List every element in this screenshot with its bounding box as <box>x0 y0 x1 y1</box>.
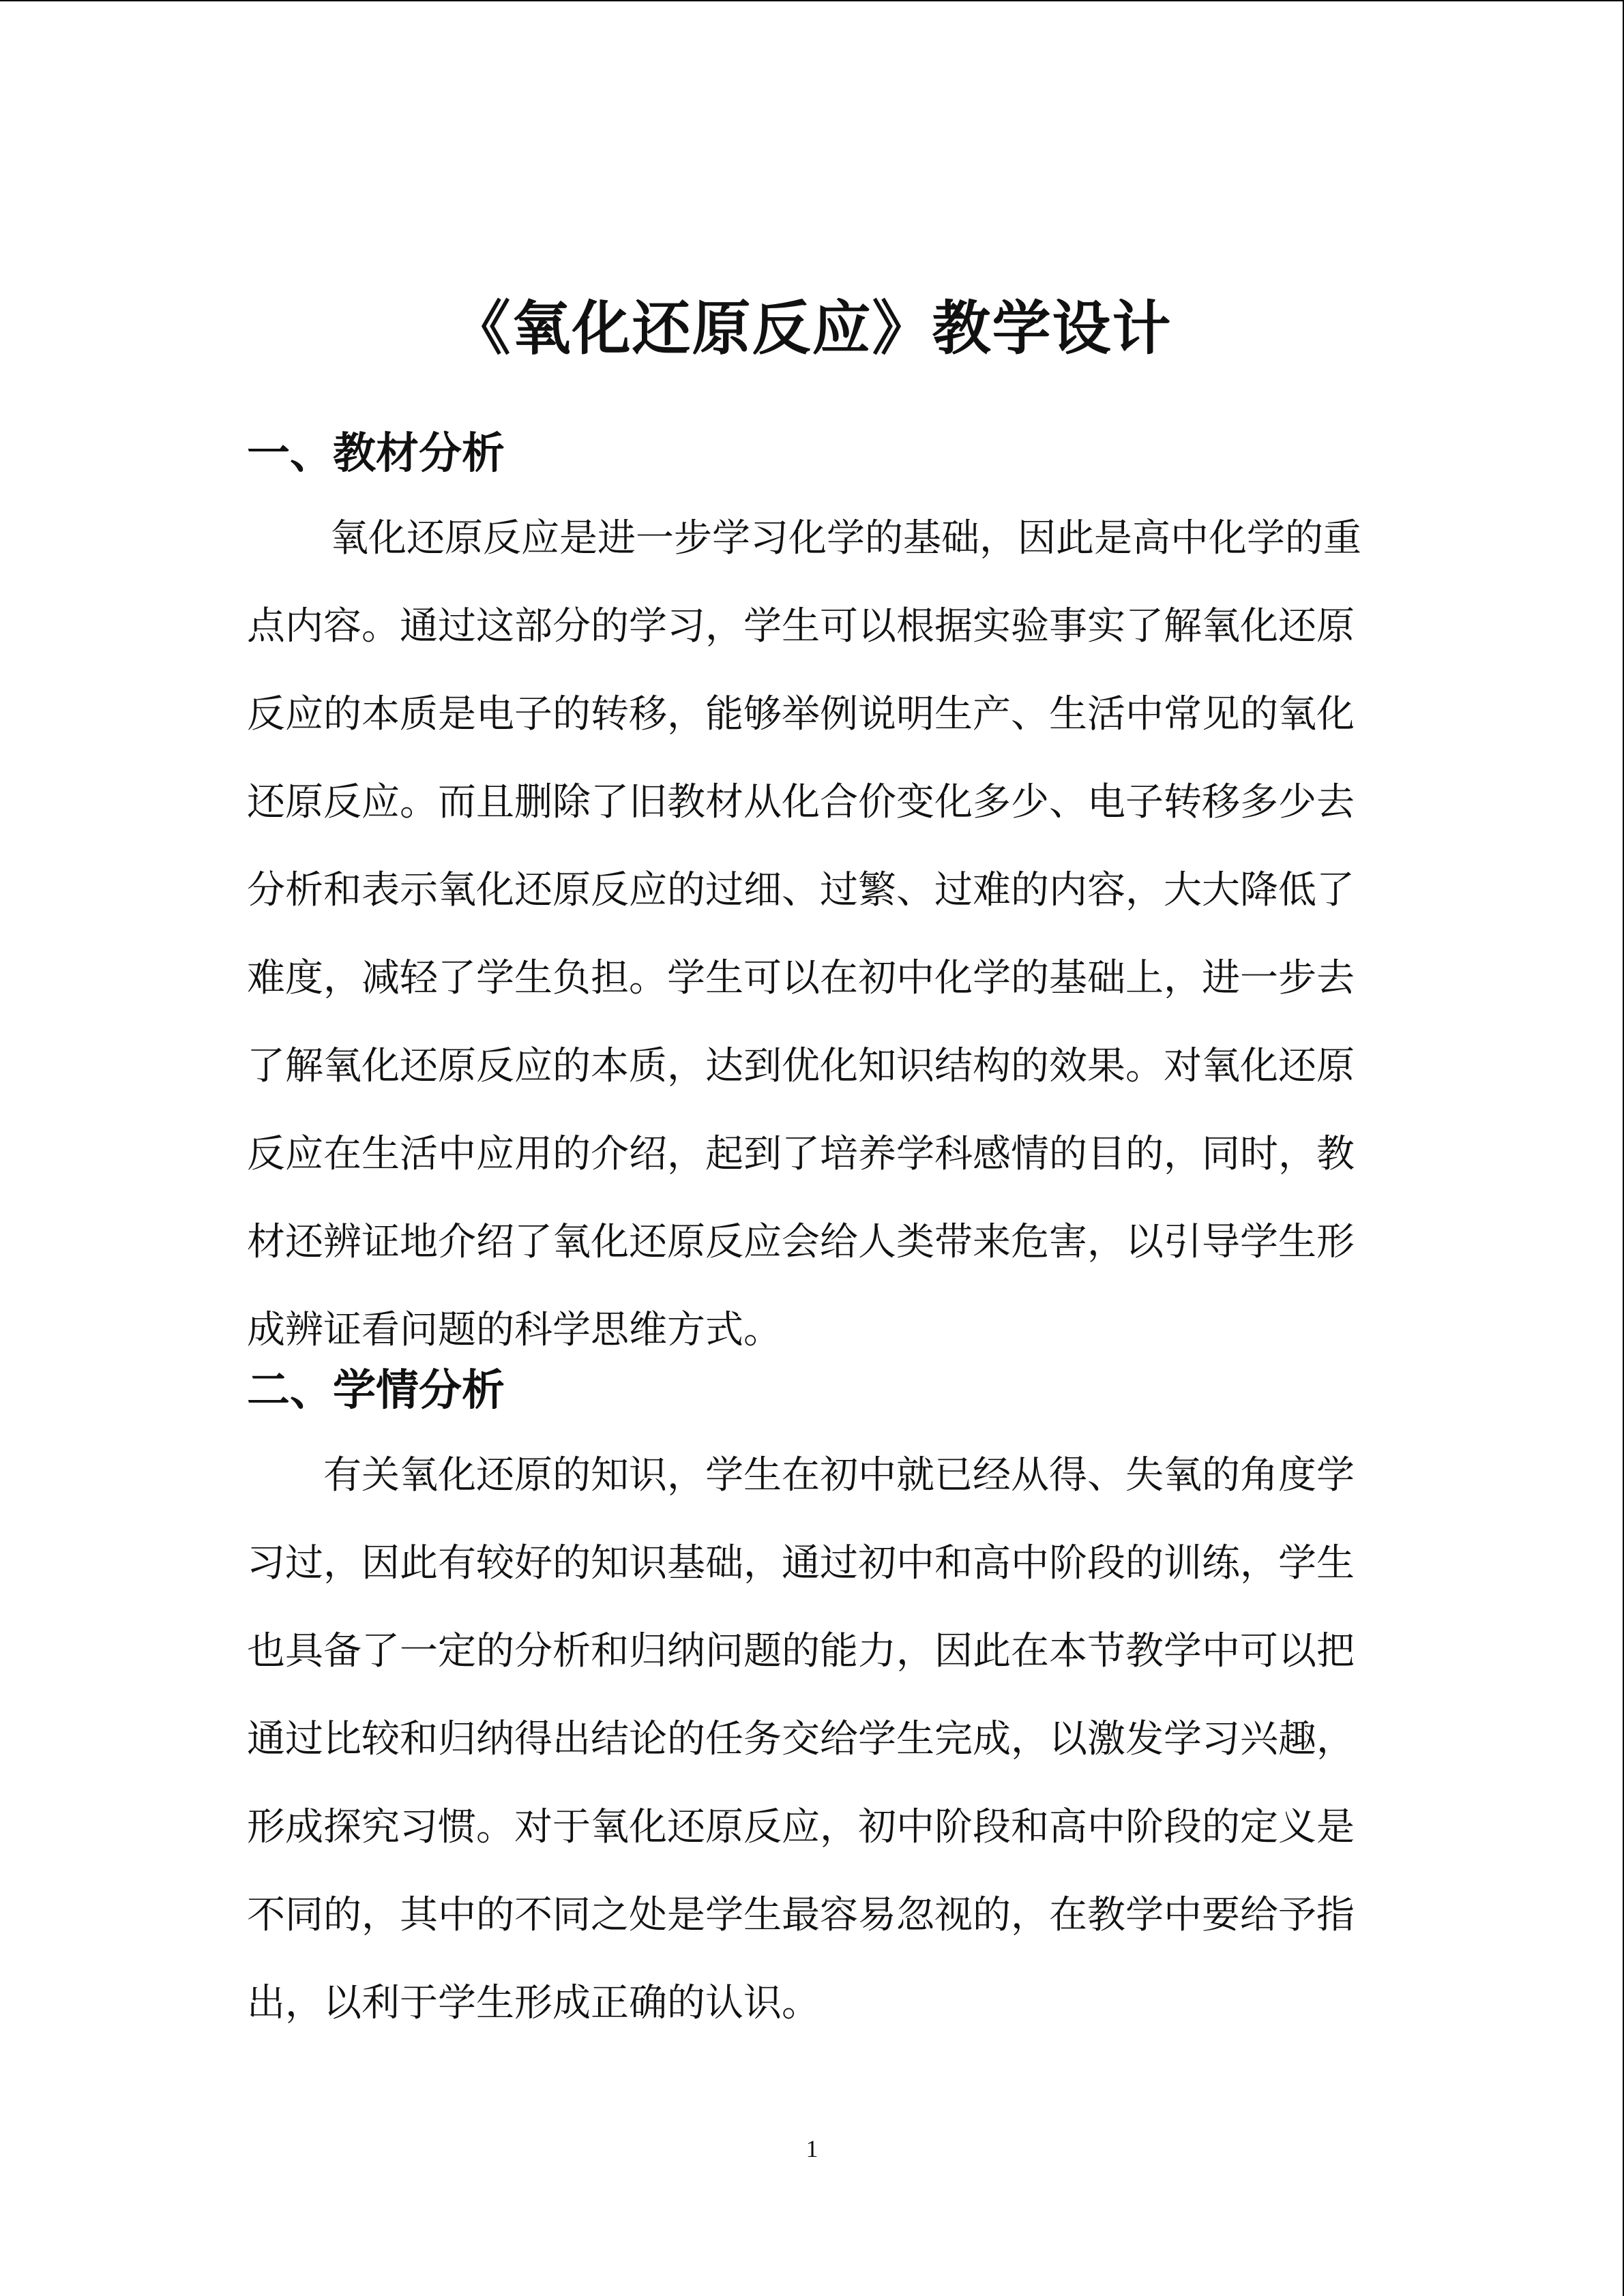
paragraph-line: 有关氧化还原的知识，学生在初中就已经从得、失氧的角度学 <box>323 1453 1355 1497</box>
section-heading-textbook-analysis: 一、教材分析 <box>247 428 505 478</box>
paragraph-line: 不同的，其中的不同之处是学生最容易忽视的，在教学中要给予指 <box>247 1893 1355 1937</box>
paragraph-line: 反应在生活中应用的介绍，起到了培养学科感情的目的，同时，教 <box>247 1132 1355 1176</box>
paragraph-line: 分析和表示氧化还原反应的过细、过繁、过难的内容，大大降低了 <box>247 868 1355 912</box>
paragraph-line: 点内容。通过这部分的学习，学生可以根据实验事实了解氧化还原 <box>247 604 1355 648</box>
paragraph-line: 材还辨证地介绍了氧化还原反应会给人类带来危害，以引导学生形 <box>247 1220 1355 1264</box>
paragraph-line: 习过，因此有较好的知识基础，通过初中和高中阶段的训练，学生 <box>247 1541 1355 1585</box>
paragraph-line: 出，以利于学生形成正确的认识。 <box>247 1981 820 2025</box>
paragraph-line: 难度，减轻了学生负担。学生可以在初中化学的基础上，进一步去 <box>247 956 1355 1000</box>
paragraph-line: 氧化还原反应是进一步学习化学的基础，因此是高中化学的重 <box>330 516 1361 561</box>
paragraph-line: 反应的本质是电子的转移，能够举例说明生产、生活中常见的氧化 <box>247 692 1355 736</box>
paragraph-line: 形成探究习惯。对于氧化还原反应，初中阶段和高中阶段的定义是 <box>247 1805 1355 1849</box>
paragraph-student-analysis <box>247 1431 1360 2047</box>
paragraph-line: 通过比较和归纳得出结论的任务交给学生完成，以激发学习兴趣， <box>247 1717 1355 1761</box>
page-number: 1 <box>806 2135 818 2162</box>
paragraph-line: 了解氧化还原反应的本质，达到优化知识结构的效果。对氧化还原 <box>247 1044 1355 1088</box>
paragraph-line: 还原反应。而且删除了旧教材从化合价变化多少、电子转移多少去 <box>247 780 1355 824</box>
paragraph-textbook-analysis <box>247 494 1360 1374</box>
paragraph-line: 也具备了一定的分析和归纳问题的能力，因此在本节教学中可以把 <box>247 1629 1355 1673</box>
section-heading-student-analysis: 二、学情分析 <box>247 1365 505 1415</box>
document-title: 《氧化还原反应》教学设计 <box>452 295 1172 363</box>
paragraph-line: 成辨证看问题的科学思维方式。 <box>247 1308 782 1352</box>
